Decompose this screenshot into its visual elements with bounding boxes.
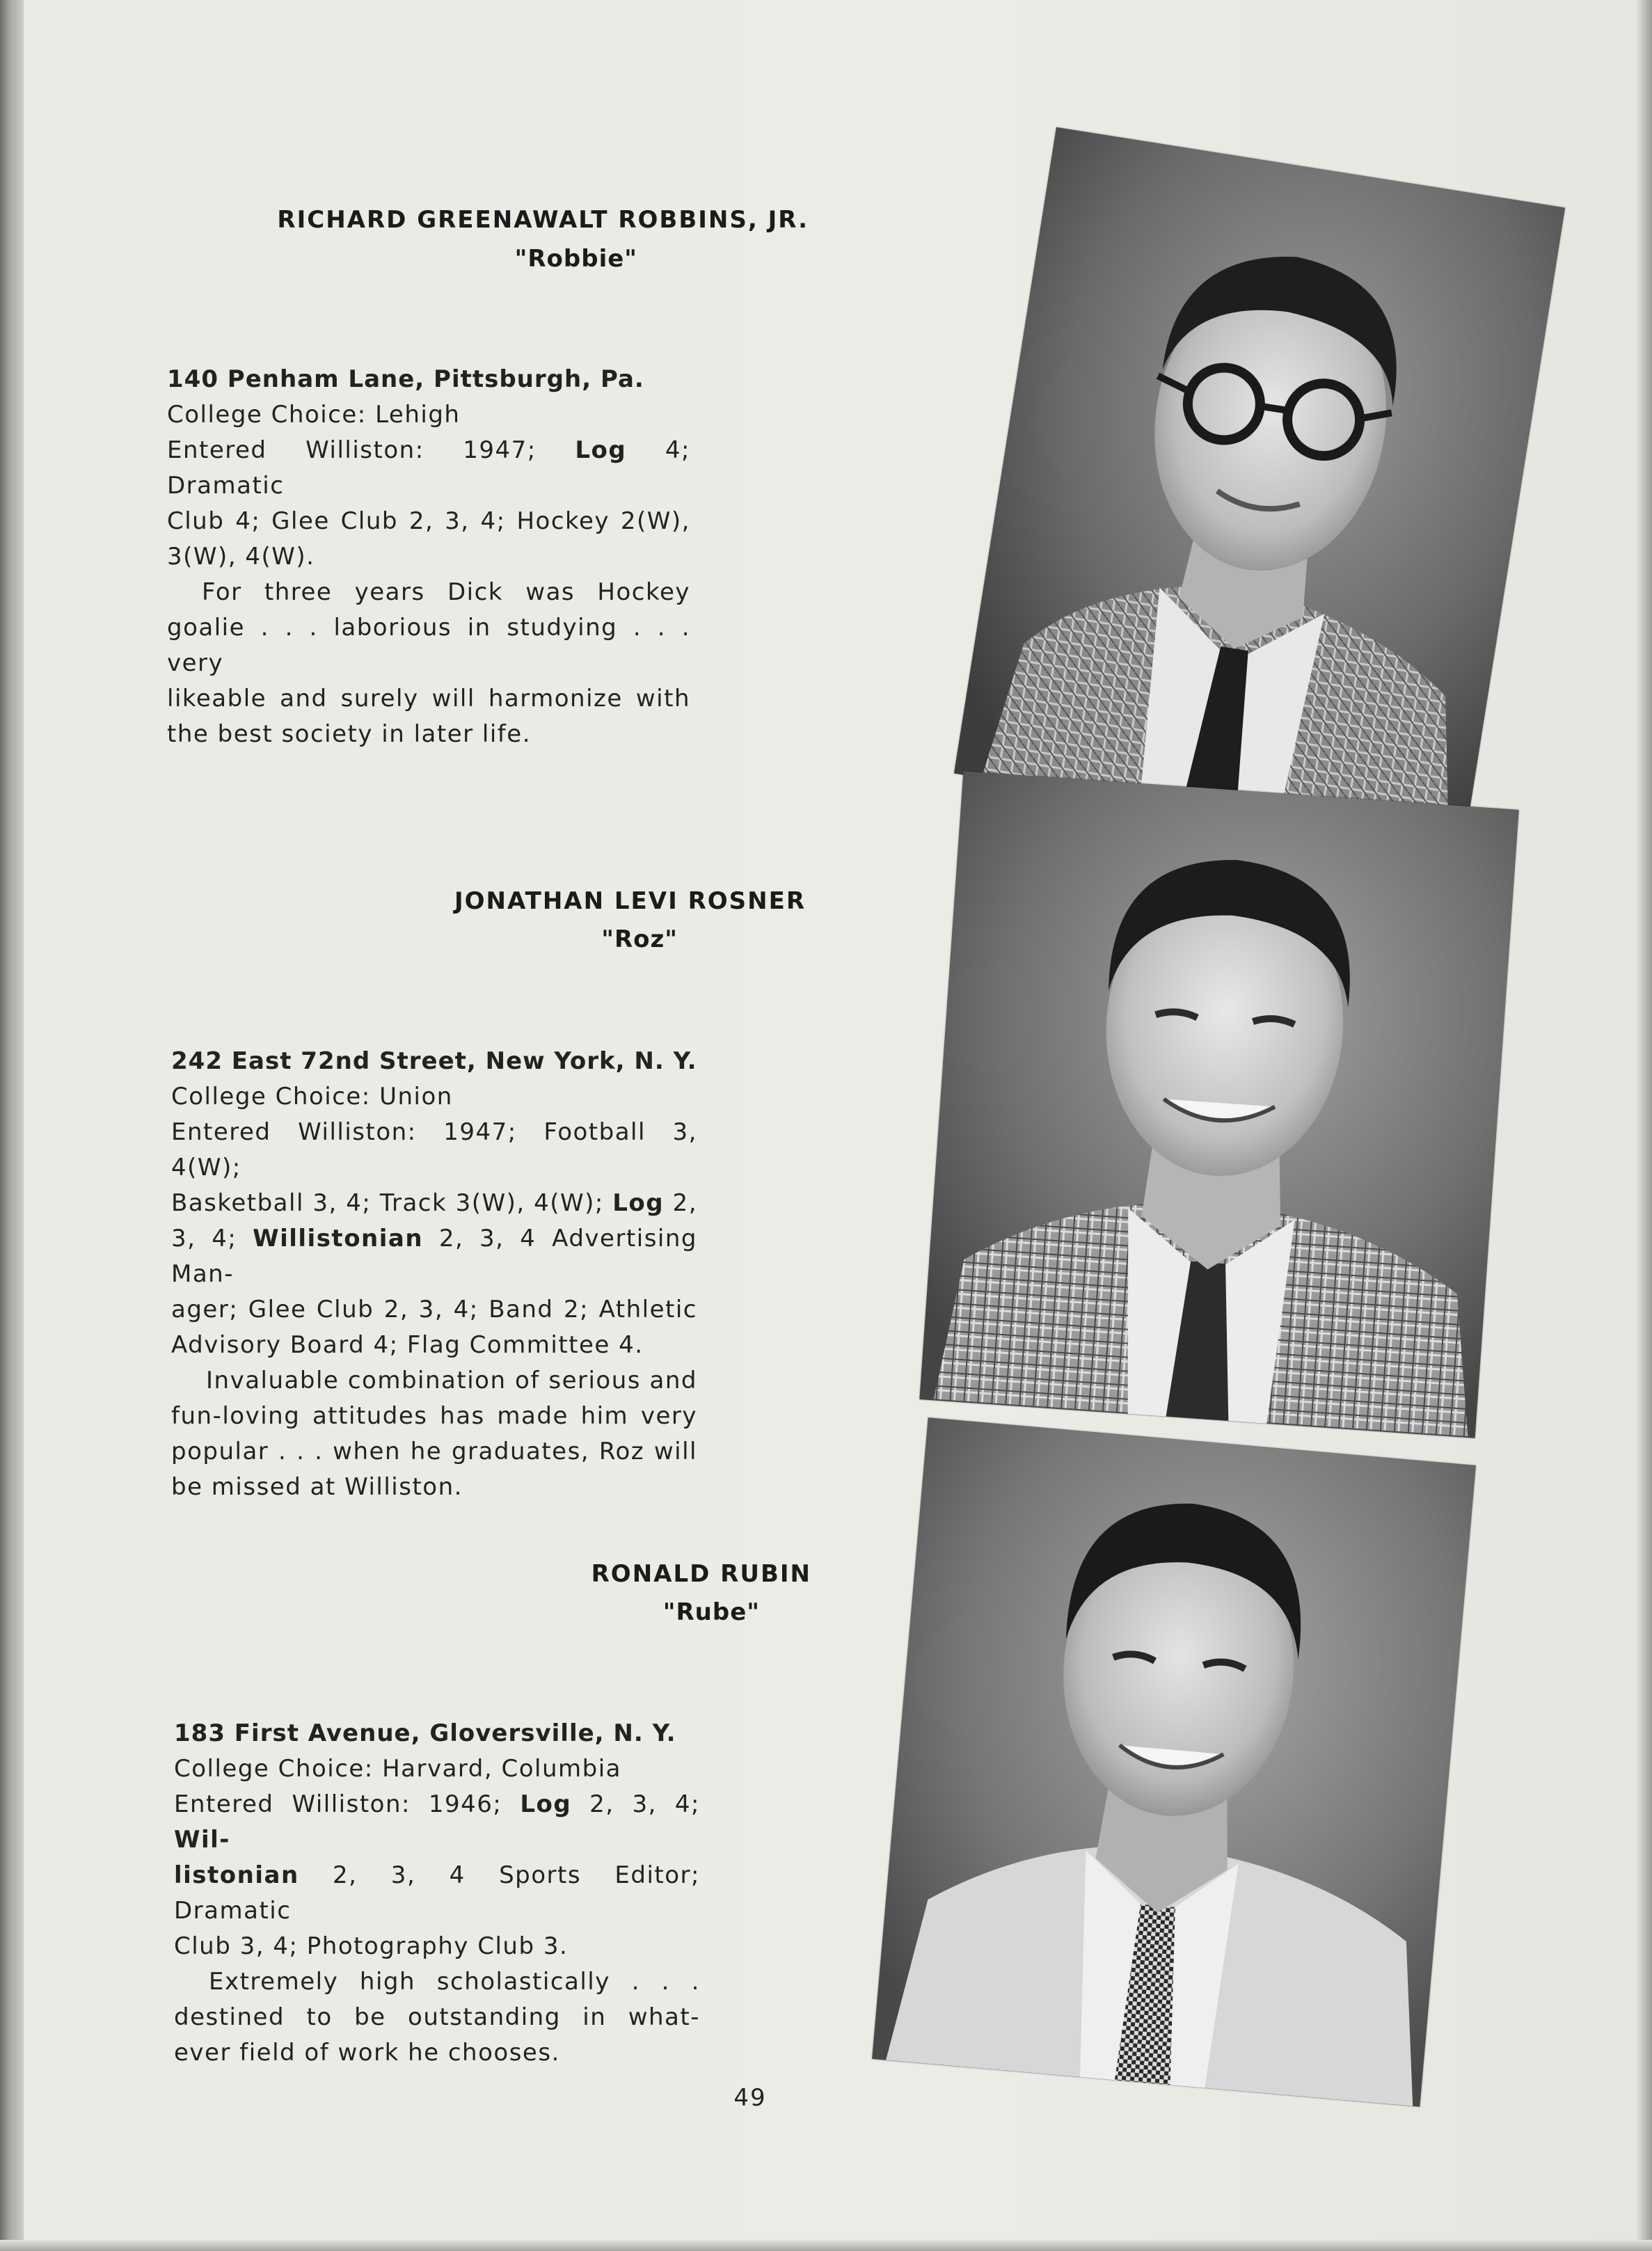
entry-college-choice: College Choice: Harvard, Columbia — [174, 1755, 622, 1783]
entry-activities-line: Club 4; Glee Club 2, 3, 4; Hockey 2(W), — [167, 507, 690, 535]
entry-nickname: "Robbie" — [514, 245, 637, 273]
portrait-image — [954, 127, 1565, 854]
page-edge — [1637, 0, 1652, 2251]
entry-description-line: fun-loving attitudes has made him very — [171, 1402, 697, 1430]
portrait-image — [872, 1417, 1476, 2106]
entry-description-line: be missed at Williston. — [171, 1473, 463, 1501]
entry-nickname: "Rube" — [662, 1598, 760, 1626]
portrait-photo — [919, 771, 1518, 1438]
entry-activities-line: 3(W), 4(W). — [167, 543, 315, 571]
entry-description-line: goalie . . . laborious in studying . . . very — [167, 614, 690, 677]
page-bottom-edge — [0, 2240, 1652, 2251]
entry-activities-line: Club 3, 4; Photography Club 3. — [174, 1932, 569, 1960]
entry-description-line: popular . . . when he graduates, Roz will — [171, 1438, 697, 1465]
entry-activities-line: Entered Williston: 1946; Log 2, 3, 4; Wil- — [174, 1790, 700, 1854]
page-binding — [0, 0, 24, 2251]
entry-description-line: destined to be outstanding in what- — [174, 2003, 700, 2031]
entry-name: JONATHAN LEVI ROSNER — [454, 887, 806, 915]
entry-description-line: likeable and surely will harmonize with — [167, 685, 690, 713]
entry-activities-line: Entered Williston: 1947; Football 3, 4(W); — [171, 1118, 697, 1182]
entry-bio — [174, 1716, 700, 2071]
entry-college-choice: College Choice: Union — [171, 1083, 453, 1111]
entry-description-line: For three years Dick was Hockey — [202, 578, 690, 606]
entry-name: RONALD RUBIN — [591, 1560, 811, 1588]
portrait-photo — [872, 1417, 1476, 2106]
page-number: 49 — [733, 2084, 767, 2112]
entry-bio — [167, 362, 690, 752]
entry-activities-line: listonian 2, 3, 4 Sports Editor; Dramatic — [174, 1861, 700, 1925]
entry-activities-line: Entered Williston: 1947; Log 4; Dramatic — [167, 436, 690, 500]
entry-description-line: Invaluable combination of serious and — [206, 1367, 697, 1394]
entry-activities-line: Advisory Board 4; Flag Committee 4. — [171, 1331, 644, 1359]
entry-address: 242 East 72nd Street, New York, N. Y. — [171, 1047, 697, 1075]
entry-address: 183 First Avenue, Gloversville, N. Y. — [174, 1719, 676, 1747]
portrait-image — [919, 771, 1518, 1438]
entry-nickname: "Roz" — [601, 925, 678, 953]
entry-activities-line: 3, 4; Willistonian 2, 3, 4 Advertising Man- — [171, 1225, 697, 1288]
entry-name: RICHARD GREENAWALT ROBBINS, JR. — [277, 206, 809, 234]
entry-description-line: Extremely high scholastically . . . — [209, 1968, 700, 1996]
entry-description-line: the best society in later life. — [167, 720, 531, 748]
entry-address: 140 Penham Lane, Pittsburgh, Pa. — [167, 365, 644, 393]
entry-activities-line: ager; Glee Club 2, 3, 4; Band 2; Athletic — [171, 1296, 697, 1323]
portrait-photo — [954, 127, 1565, 854]
entry-description-line: ever field of work he chooses. — [174, 2039, 560, 2067]
entry-activities-line: Basketball 3, 4; Track 3(W), 4(W); Log 2, — [171, 1189, 698, 1217]
entry-college-choice: College Choice: Lehigh — [167, 401, 461, 429]
entry-bio — [171, 1044, 697, 1505]
